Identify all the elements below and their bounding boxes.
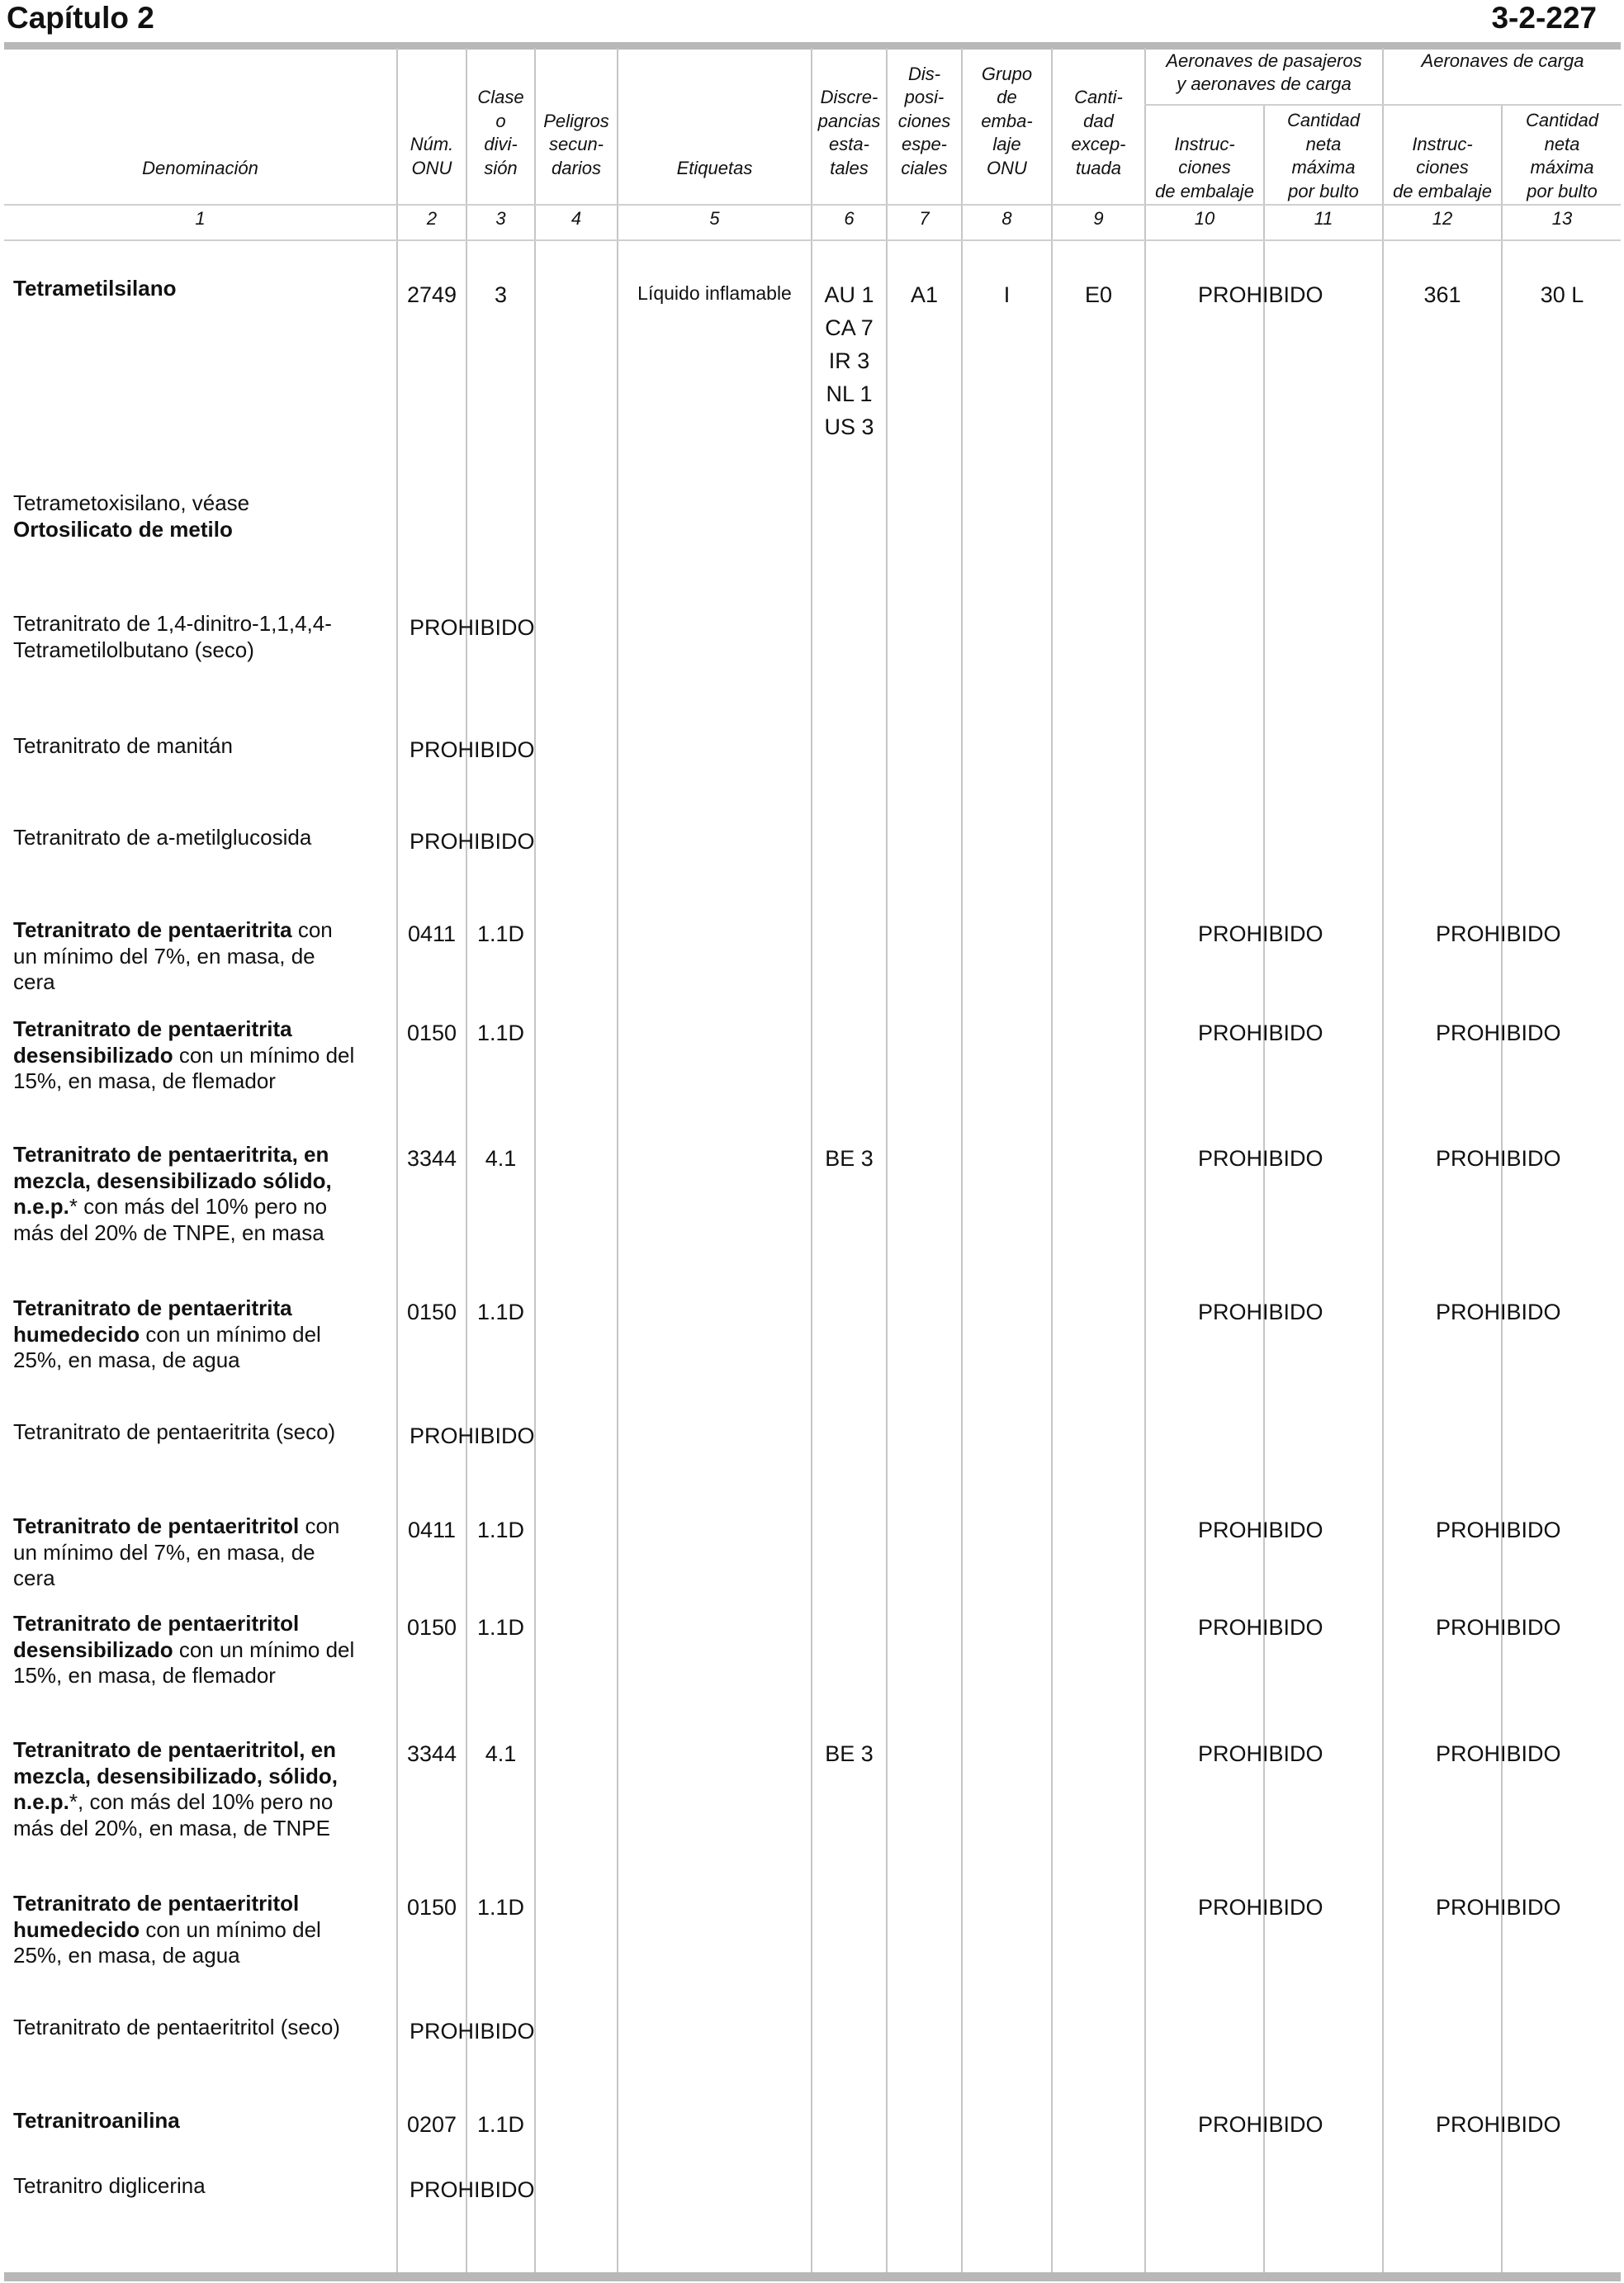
top-rule (4, 42, 1621, 50)
row-discrepancies: AU 1 CA 7 IR 3 NL 1 US 3 (824, 282, 874, 439)
row-cargo-prohibited: PROHIBIDO (1436, 921, 1561, 946)
row-special-provisions: A1 (910, 282, 939, 307)
col-header-peligros: Peligros secun- darios (543, 110, 609, 178)
row-denominacion: Tetranitrato de pentaeritrita (seco) (13, 1419, 336, 1444)
col-number: 7 (919, 208, 930, 229)
row-denominacion: Tetranitrato de a-metilglucosida (13, 825, 312, 850)
column-divider (534, 48, 536, 2272)
row-class: 1.1D (476, 1615, 525, 1640)
row-packing-group: I (1003, 282, 1011, 307)
row-pax-prohibited: PROHIBIDO (1198, 1741, 1323, 1766)
row-denominacion: Tetrametoxisilano, véase Ortosilicato de metilo (13, 490, 250, 542)
col-header-pax-instructions: Instruc- ciones de embalaje (1155, 133, 1254, 201)
row-denominacion: Tetranitrato de pentaeritritol con un mínimo del 7%, en masa, de cera (13, 1513, 340, 1590)
row-prohibited: PROHIBIDO (410, 2019, 535, 2044)
row-discrepancies: BE 3 (825, 1741, 874, 1766)
row-class: 1.1D (476, 1021, 525, 1045)
row-un-number: 0150 (406, 1895, 457, 1920)
column-divider (961, 48, 963, 2272)
col-number: 11 (1314, 208, 1333, 229)
row-class: 1.1D (476, 1300, 525, 1324)
row-denominacion: Tetranitrato de pentaeritrita, en mezcla, desensibilizado sólido, n.e.p.* con más del 10% pero no más del 20% de TNPE, en masa (13, 1142, 332, 1245)
row-prohibited: PROHIBIDO (410, 2177, 535, 2202)
column-divider (1382, 48, 1384, 2272)
row-prohibited: PROHIBIDO (410, 615, 535, 640)
group-header-cargo: Aeronaves de carga (1421, 50, 1584, 71)
row-pax-prohibited: PROHIBIDO (1198, 1021, 1323, 1045)
column-divider (1501, 106, 1503, 2272)
row-pax-prohibited: PROHIBIDO (1198, 1615, 1323, 1640)
row-pax-prohibited: PROHIBIDO (1198, 282, 1323, 307)
col-number: 8 (1001, 208, 1012, 229)
chapter-title: Capítulo 2 (7, 1, 154, 35)
row-label: Líquido inflamable (637, 282, 792, 304)
row-class: 1.1D (476, 2112, 525, 2137)
row-denominacion: Tetranitrato de pentaeritrita humedecido con un mínimo del 25%, en masa, de agua (13, 1295, 321, 1372)
row-denominacion: Tetranitrato de pentaeritritol (seco) (13, 2015, 340, 2039)
row-cargo-prohibited: PROHIBIDO (1436, 1615, 1561, 1640)
col-header-etiquetas: Etiquetas (676, 157, 753, 178)
col-number: 5 (709, 208, 720, 229)
row-un-number: 0150 (406, 1615, 457, 1640)
col-header-grupo-embalaje: Grupo de emba- laje ONU (981, 63, 1033, 178)
row-denominacion: Tetranitrato de 1,4-dinitro-1,1,4,4- Tetrametilolbutano (seco) (13, 611, 332, 662)
row-un-number: 0150 (406, 1300, 457, 1324)
bottom-rule (4, 2272, 1621, 2281)
row-class: 3 (494, 282, 508, 307)
row-un-number: 0150 (406, 1021, 457, 1045)
row-class: 4.1 (485, 1741, 517, 1766)
row-denominacion: Tetranitrato de pentaeritrita desensibilizado con un mínimo del 15%, en masa, de flemador (13, 1016, 355, 1093)
row-pax-prohibited: PROHIBIDO (1198, 921, 1323, 946)
group-header-passenger: Aeronaves de pasajeros y aeronaves de carga (1166, 50, 1362, 94)
row-cargo-prohibited: PROHIBIDO (1436, 1021, 1561, 1045)
row-cargo-prohibited: PROHIBIDO (1436, 2112, 1561, 2137)
row-un-number: 0411 (407, 921, 457, 946)
column-divider (886, 48, 888, 2272)
row-class: 1.1D (476, 1518, 525, 1542)
row-pax-prohibited: PROHIBIDO (1198, 1300, 1323, 1324)
row-denominacion: Tetranitro diglicerina (13, 2173, 206, 2198)
col-number: 1 (195, 208, 206, 229)
col-header-discrepancias: Discre- pancias esta- tales (817, 87, 881, 178)
row-discrepancies: BE 3 (825, 1146, 874, 1171)
column-divider (1263, 236, 1265, 2272)
row-prohibited: PROHIBIDO (410, 1423, 535, 1448)
row-cargo-prohibited: PROHIBIDO (1436, 1300, 1561, 1324)
row-un-number: 3344 (406, 1146, 457, 1171)
row-class: 1.1D (476, 921, 525, 946)
row-class: 4.1 (485, 1146, 517, 1171)
col-header-cargo-quantity: Cantidad neta máxima por bulto (1525, 110, 1599, 201)
column-divider (1144, 48, 1146, 2272)
col-number: 9 (1093, 208, 1104, 229)
row-denominacion: Tetranitrato de pentaeritritol, en mezcla, desensibilizado, sólido, n.e.p.*, con más del 10% pero no más del 20%, en masa, de TNPE (13, 1737, 338, 1840)
col-header-pax-quantity: Cantidad neta máxima por bulto (1286, 110, 1361, 201)
row-denominacion: Tetranitroanilina (13, 2108, 180, 2133)
page-number: 3-2-227 (1491, 1, 1597, 35)
row-denominacion: Tetranitrato de manitán (13, 733, 233, 758)
row-cargo-packing-instruction: 361 (1423, 282, 1461, 307)
col-header-cargo-instructions: Instruc- ciones de embalaje (1393, 133, 1492, 201)
col-number: 2 (426, 208, 438, 229)
row-denominacion: Tetranitrato de pentaeritritol desensibilizado con un mínimo del 15%, en masa, de flemador (13, 1611, 355, 1688)
row-prohibited: PROHIBIDO (410, 829, 535, 854)
col-header-denominacion: Denominación (142, 157, 258, 178)
row-un-number: 3344 (406, 1741, 457, 1766)
row-cargo-prohibited: PROHIBIDO (1436, 1146, 1561, 1171)
col-header-disposiciones: Dis- posi- ciones espe- ciales (897, 63, 951, 178)
row-un-number: 2749 (406, 282, 457, 307)
row-excepted-quantity: E0 (1084, 282, 1113, 307)
column-divider (617, 48, 618, 2272)
row-denominacion: Tetranitrato de pentaeritrita con un mínimo del 7%, en masa, de cera (13, 917, 333, 994)
col-header-num-onu: Núm. ONU (410, 134, 454, 178)
row-cargo-prohibited: PROHIBIDO (1436, 1518, 1561, 1542)
row-prohibited: PROHIBIDO (410, 737, 535, 762)
col-number: 4 (571, 208, 582, 229)
row-cargo-prohibited: PROHIBIDO (1436, 1895, 1561, 1920)
row-pax-prohibited: PROHIBIDO (1198, 1518, 1323, 1542)
row-cargo-prohibited: PROHIBIDO (1436, 1741, 1561, 1766)
col-header-clase: Clase o divi- sión (477, 87, 524, 178)
col-number: 10 (1194, 208, 1215, 229)
row-pax-prohibited: PROHIBIDO (1198, 1895, 1323, 1920)
col-header-cantidad-exceptuada: Canti- dad excep- tuada (1071, 87, 1126, 178)
col-number: 6 (844, 208, 855, 229)
row-class: 1.1D (476, 1895, 525, 1920)
col-number: 3 (495, 208, 506, 229)
header-divider (4, 204, 1621, 206)
col-number: 12 (1432, 208, 1453, 229)
col-number: 13 (1551, 208, 1573, 229)
row-cargo-quantity: 30 L (1540, 282, 1584, 307)
header-divider (4, 239, 1621, 241)
row-pax-prohibited: PROHIBIDO (1198, 2112, 1323, 2137)
row-un-number: 0207 (406, 2112, 457, 2137)
row-denominacion: Tetranitrato de pentaeritritol humedecido con un mínimo del 25%, en masa, de agua (13, 1891, 321, 1968)
row-denominacion: Tetrametilsilano (13, 276, 177, 301)
column-divider (1051, 48, 1053, 2272)
row-un-number: 0411 (407, 1518, 457, 1542)
row-pax-prohibited: PROHIBIDO (1198, 1146, 1323, 1171)
